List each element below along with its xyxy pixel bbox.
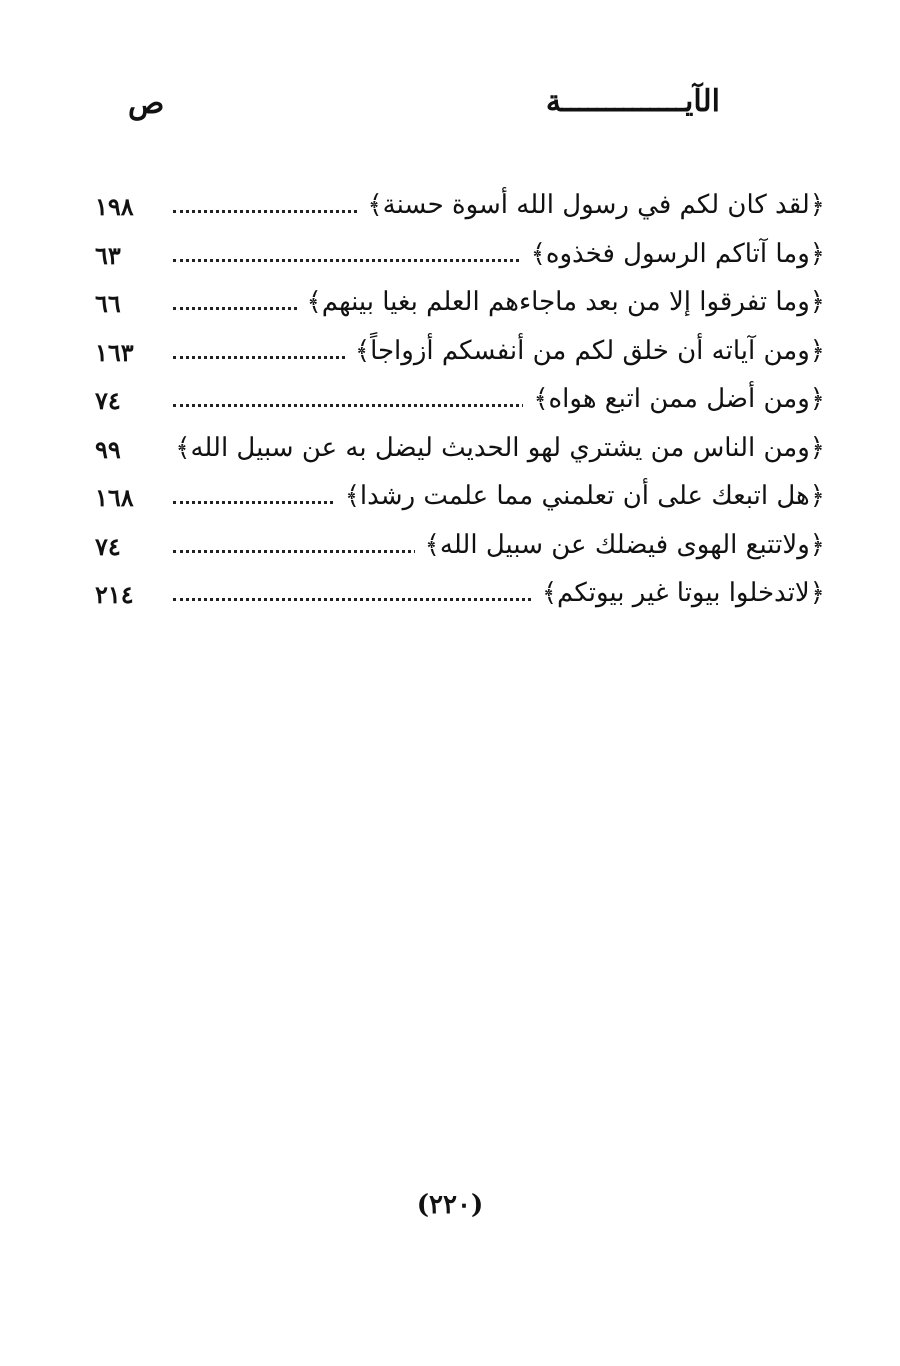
index-row <box>95 180 825 229</box>
page-number: ٢١٤ <box>95 580 163 609</box>
index-row <box>95 423 825 472</box>
verse-text: ﴿ومن أضل ممن اتبع هواه﴾ <box>523 384 825 414</box>
verse-text: ﴿لقد كان لكم في رسول الله أسوة حسنة﴾ <box>357 190 825 220</box>
page-number: ١٩٨ <box>95 192 163 221</box>
page-number: ٧٤ <box>95 386 163 415</box>
index-row <box>95 326 825 375</box>
page-number: ٦٣ <box>95 241 163 270</box>
page-number: ٦٦ <box>95 289 163 318</box>
verse-text: ﴿هل اتبعك على أن تعلمني مما علمت رشدا﴾ <box>335 481 825 511</box>
page-number: ٧٤ <box>95 532 163 561</box>
page-number: ١٦٣ <box>95 338 163 367</box>
footer-page-number: (٢٢٠) <box>416 1190 484 1220</box>
verse-index-list <box>95 180 825 617</box>
header-verse-column: الآيــــــــــــــة <box>545 84 720 119</box>
index-row <box>95 471 825 520</box>
index-row <box>95 229 825 278</box>
index-row <box>95 520 825 569</box>
verse-text: ﴿ولاتتبع الهوى فيضلك عن سبيل الله﴾ <box>415 530 825 560</box>
index-row <box>95 374 825 423</box>
header-page-column: ص <box>128 86 165 121</box>
verse-text: ﴿وما آتاكم الرسول فخذوه﴾ <box>521 239 825 269</box>
verse-text: ﴿ومن الناس من يشتري لهو الحديث ليضل به عن سبيل الله﴾ <box>165 433 825 463</box>
index-row <box>95 277 825 326</box>
index-header <box>100 78 720 134</box>
verse-text: ﴿لاتدخلوا بيوتا غير بيوتكم﴾ <box>532 578 825 608</box>
verse-text: ﴿ومن آياته أن خلق لكم من أنفسكم أزواجاً﴾ <box>345 336 825 366</box>
verse-text: ﴿وما تفرقوا إلا من بعد ماجاءهم العلم بغيا بينهم﴾ <box>297 287 825 317</box>
page-number: ١٦٨ <box>95 483 163 512</box>
index-row <box>95 568 825 617</box>
page-number: ٩٩ <box>95 435 163 464</box>
